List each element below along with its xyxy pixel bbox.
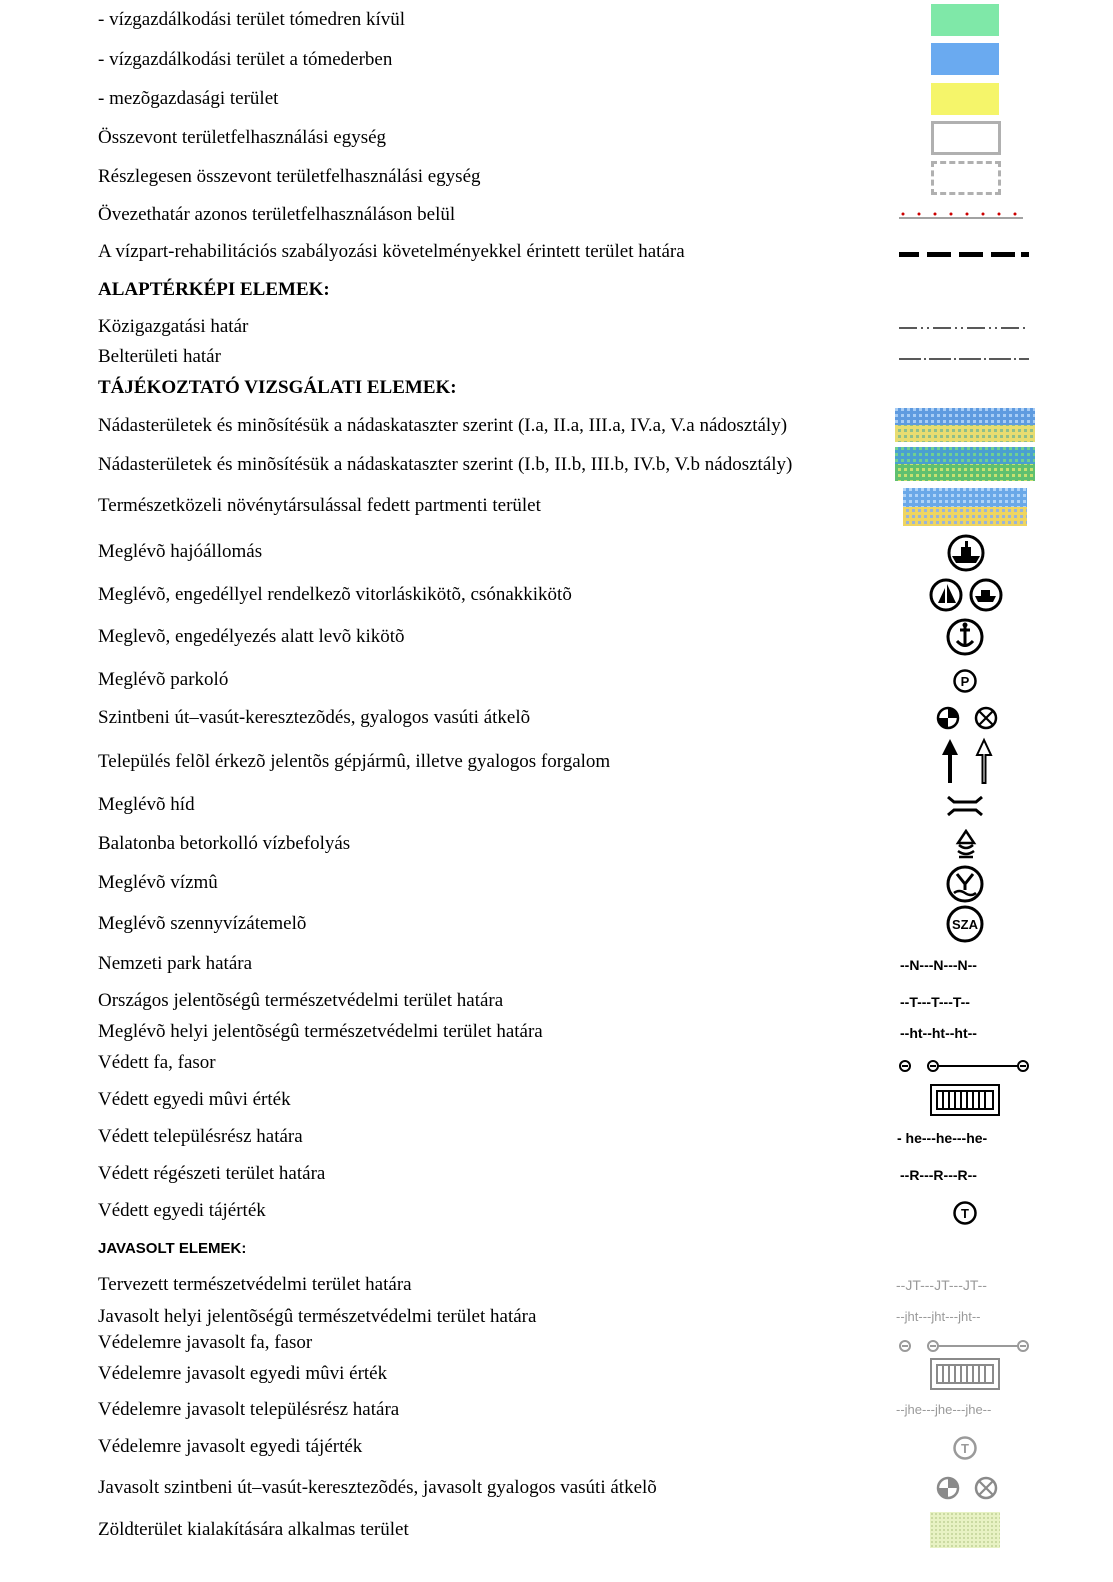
legend-label: Zöldterület kialakítására alkalmas terület: [98, 1519, 409, 1540]
reed-b-swatch: [895, 447, 1035, 481]
legend-label: Tervezett természetvédelmi terület határa: [98, 1274, 412, 1295]
legend-label: Nádasterületek és minõsítésük a nádaskataszter szerint (I.a, II.a, III.a, IV.a, V.a nádosztály): [98, 415, 788, 436]
swatch-agricultural: [931, 83, 999, 115]
legend-label: Védett egyedi tájérték: [98, 1200, 266, 1221]
landscape-value-letter: T: [961, 1206, 969, 1221]
legend-label: Védett településrész határa: [98, 1126, 303, 1147]
legend-label: Védett fa, fasor: [98, 1052, 216, 1073]
planned-protected-boundary-icon: --JT---JT---JT--: [896, 1277, 987, 1293]
swatch-water-outside: [931, 4, 999, 36]
legend-label: Balatonba betorkolló vízbefolyás: [98, 833, 351, 854]
legend-label: Meglevõ, engedélyezés alatt levõ kikötõ: [98, 626, 405, 647]
legend-label: Védelemre javasolt egyedi tájérték: [98, 1436, 363, 1457]
proposed-landscape-letter: T: [961, 1441, 969, 1456]
proposed-crossing-icons: [936, 1475, 1002, 1501]
proposed-landscape-value-icon: [952, 1435, 978, 1461]
proposed-tree-row-icon: [897, 1337, 1032, 1355]
swatch-partially-merged-unit: [931, 161, 1001, 195]
crossing-icons: [936, 705, 1002, 731]
legend-label: Természetközeli növénytársulással fedett partmenti terület: [98, 495, 541, 516]
swatch-water-inside: [931, 43, 999, 75]
parking-letter: P: [960, 674, 970, 689]
shore-vegetation-swatch: [903, 488, 1027, 526]
national-protected-boundary-icon: --T---T---T--: [900, 994, 970, 1010]
rehab-boundary-icon: [897, 248, 1032, 262]
section-heading: ALAPTÉRKÉPI ELEMEK:: [98, 279, 330, 300]
legend-label: - mezõgazdasági terület: [98, 88, 279, 109]
section-heading: JAVASOLT ELEMEK:: [98, 1240, 247, 1257]
legend-label: Védelemre javasolt egyedi mûvi érték: [98, 1363, 388, 1384]
inner-boundary-icon: [897, 353, 1032, 365]
swatch-merged-unit: [931, 121, 1001, 155]
legend-label: Belterületi határ: [98, 346, 221, 367]
green-area-swatch: [930, 1512, 1000, 1548]
legend-label: Nemzeti park határa: [98, 953, 253, 974]
legend-label: Közigazgatási határ: [98, 316, 249, 337]
landscape-value-icon: [952, 1200, 978, 1226]
marina-icons: [928, 577, 1008, 613]
legend-label: Meglévõ helyi jelentõségû természetvédelmi terület határa: [98, 1021, 543, 1042]
bridge-icon: [944, 793, 986, 819]
traffic-arrow-icons: [938, 737, 998, 785]
legend-label: Meglévõ, engedéllyel rendelkezõ vitorláskikötõ, csónakkikötõ: [98, 584, 572, 605]
national-park-boundary-icon: --N---N---N--: [900, 957, 977, 973]
legend-label: Védett egyedi mûvi érték: [98, 1089, 291, 1110]
legend-label: A vízpart-rehabilitációs szabályozási követelményekkel érintett terület határa: [98, 241, 685, 262]
legend-label: Szintbeni út–vasút-keresztezõdés, gyalogos vasúti átkelõ: [98, 707, 531, 728]
legend-label: Meglévõ szennyvízátemelõ: [98, 913, 307, 934]
archaeological-boundary-icon: --R---R---R--: [900, 1167, 977, 1183]
protected-built-value-icon: [929, 1083, 1001, 1117]
legend-label: Meglévõ parkoló: [98, 669, 229, 690]
local-protected-boundary-icon: --ht--ht--ht--: [900, 1025, 977, 1041]
protected-settlement-boundary-icon: - he---he---he-: [897, 1130, 988, 1146]
zone-boundary-icon: [897, 210, 1027, 222]
admin-boundary-icon: [897, 322, 1032, 334]
legend-label: - vízgazdálkodási terület tómedren kívül: [98, 9, 406, 30]
sewage-pump-letters: SZA: [952, 917, 978, 932]
legend-label: Övezethatár azonos területfelhasználáson belül: [98, 204, 456, 225]
legend-label: Meglévõ híd: [98, 794, 195, 815]
legend-label: Országos jelentõségû természetvédelmi terület határa: [98, 990, 504, 1011]
legend-label: Meglévõ vízmû: [98, 872, 218, 893]
legend-label: Meglévõ hajóállomás: [98, 541, 263, 562]
legend-label: Javasolt szintbeni út–vasút-keresztezõdés, javasolt gyalogos vasúti átkelõ: [98, 1477, 657, 1498]
proposed-local-protected-boundary-icon: --jht---jht---jht--: [896, 1309, 981, 1324]
section-heading: TÁJÉKOZTATÓ VIZSGÁLATI ELEMEK:: [98, 377, 457, 398]
proposed-settlement-boundary-icon: --jhe---jhe---jhe--: [896, 1402, 992, 1417]
legend-label: Nádasterületek és minõsítésük a nádaskataszter szerint (I.b, II.b, III.b, IV.b, V.b nádosztály): [98, 454, 793, 475]
protected-tree-row-icon: [897, 1057, 1032, 1075]
sewage-pump-icon: [944, 904, 986, 944]
water-inflow-icon: [953, 829, 979, 863]
pending-harbour-icon: [944, 617, 986, 657]
legend-label: Védett régészeti terület határa: [98, 1163, 326, 1184]
legend-label: - vízgazdálkodási terület a tómederben: [98, 49, 393, 70]
legend-label: Védelemre javasolt fa, fasor: [98, 1332, 313, 1353]
ship-station-icon: [946, 534, 986, 572]
legend-label: Település felõl érkezõ jelentõs gépjármû, illetve gyalogos forgalom: [98, 751, 611, 772]
legend-label: Védelemre javasolt településrész határa: [98, 1399, 400, 1420]
proposed-built-value-icon: [929, 1357, 1001, 1391]
legend-label: Részlegesen összevont területfelhasználási egység: [98, 166, 481, 187]
reed-a-swatch: [895, 408, 1035, 442]
waterworks-icon: [944, 864, 986, 904]
parking-icon: [952, 668, 978, 694]
legend-label: Összevont területfelhasználási egység: [98, 127, 387, 148]
legend-label: Javasolt helyi jelentõségû természetvédelmi terület határa: [98, 1306, 537, 1327]
